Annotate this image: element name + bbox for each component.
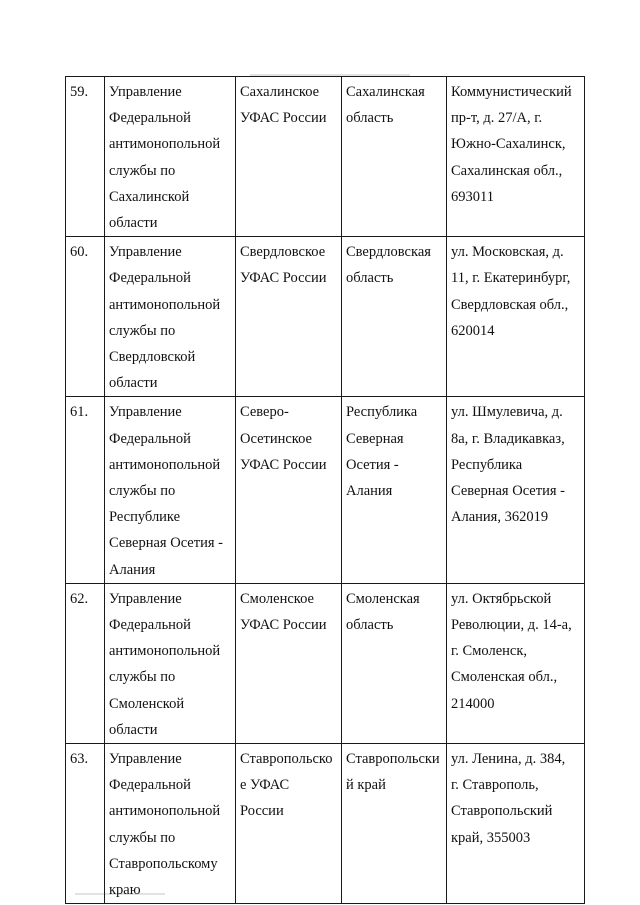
office-short-name: Северо- Осетинское УФАС России: [236, 397, 342, 583]
office-short-name: Ставропольско е УФАС России: [236, 744, 342, 904]
address: ул. Ленина, д. 384, г. Ставрополь, Ставропольский край, 355003: [447, 744, 585, 904]
office-short-name: Сахалинское УФАС России: [236, 77, 342, 237]
address: ул. Шмулевича, д. 8а, г. Владикавказ, Республика Северная Осетия - Алания, 362019: [447, 397, 585, 583]
row-number: 59.: [66, 77, 105, 237]
address: ул. Московская, д. 11, г. Екатеринбург, Свердловская обл., 620014: [447, 237, 585, 397]
office-full-name: Управление Федеральной антимонопольной службы по Свердловской области: [105, 237, 236, 397]
office-short-name: Смоленское УФАС России: [236, 583, 342, 743]
table-body: [66, 77, 585, 904]
table-row: [66, 583, 585, 743]
region: Сахалинская область: [342, 77, 447, 237]
region: Республика Северная Осетия - Алания: [342, 397, 447, 583]
row-number: 62.: [66, 583, 105, 743]
region: Смоленская область: [342, 583, 447, 743]
row-number: 63.: [66, 744, 105, 904]
table-row: [66, 744, 585, 904]
office-full-name: Управление Федеральной антимонопольной службы по Смоленской области: [105, 583, 236, 743]
table-row: [66, 237, 585, 397]
fas-offices-table: [65, 76, 585, 904]
table-row: [66, 397, 585, 583]
row-number: 60.: [66, 237, 105, 397]
office-full-name: Управление Федеральной антимонопольной службы по Сахалинской области: [105, 77, 236, 237]
office-full-name: Управление Федеральной антимонопольной службы по Ставропольскому краю: [105, 744, 236, 904]
region: Свердловская область: [342, 237, 447, 397]
office-short-name: Свердловское УФАС России: [236, 237, 342, 397]
address: ул. Октябрьской Революции, д. 14-а, г. Смоленск, Смоленская обл., 214000: [447, 583, 585, 743]
region: Ставропольски й край: [342, 744, 447, 904]
address: Коммунистический пр-т, д. 27/А, г. Южно-Сахалинск, Сахалинская обл., 693011: [447, 77, 585, 237]
office-full-name: Управление Федеральной антимонопольной службы по Республике Северная Осетия - Алания: [105, 397, 236, 583]
table-row: [66, 77, 585, 237]
row-number: 61.: [66, 397, 105, 583]
